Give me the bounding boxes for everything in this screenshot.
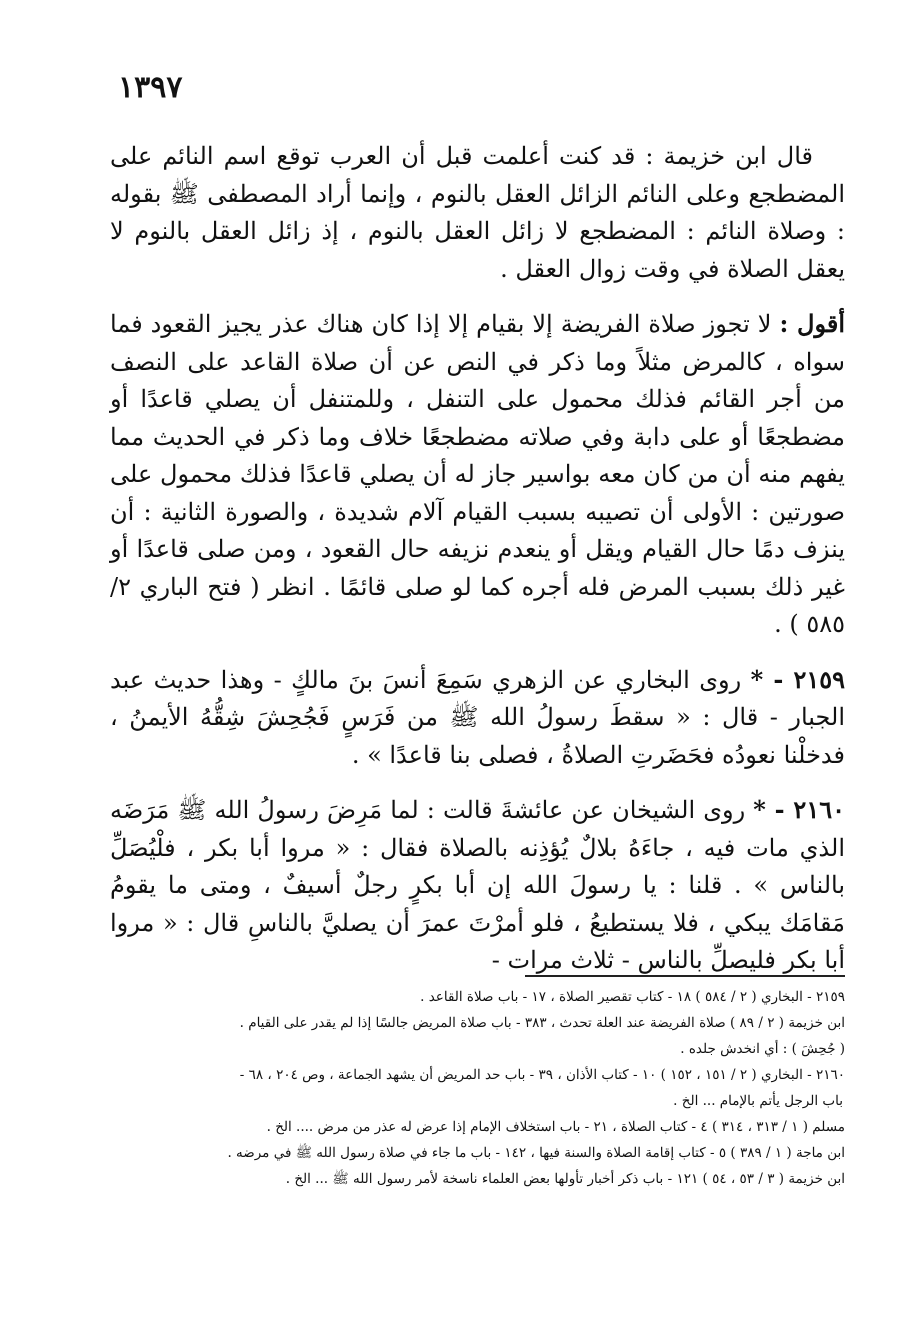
hadith-2160-text: روى الشيخان عن عائشةَ قالت : لما مَرِضَ رسولُ الله ﷺ مَرَضَه الذي مات فيه ، جاءَهُ بلالٌ يُؤذِنه بالصلاة فقال : « مروا أبا بكر ، فلْيُصَلِّ بالناس » . قلنا : يا رسولَ الله إن أبا بكرٍ رجلٌ أسيفٌ ، ومتى ما يقومُ مَقامَك يبكي ، فلا يستطيعُ ، فلو أمرْتَ عمرَ أن يصليَّ بالناسِ قال : « مروا أبا بكر فليصلِّ بالناس - ثلاث مرات - [110,796,845,974]
footnotes [106,987,845,1195]
footnote-line: ابن خزيمة ( ٣ / ٥٣ ، ٥٤ ) ١٢١ - باب ذكر أخبار تأولها بعض العلماء ناسخة لأمر رسول الله ﷺ ... الخ . [285,1171,845,1187]
footnote-line: ( جُحِشَ ) : أي انخدش جلده . [680,1041,845,1057]
hadith-2159-number: ٢١٥٩ - * [750,664,845,694]
commentary-lead: أقول : [779,309,845,338]
footnote-line: ابن خزيمة ( ٢ / ٨٩ ) صلاة الفريضة عند العلة تحدث ، ٣٨٣ - باب صلاة المريض جالسًا إذا لم يقدر على القيام . [239,1015,845,1031]
page-number: ١٣٩٧ [118,70,183,105]
footnote-line: باب الرجل يأتم بالإمام ... الخ . [673,1093,843,1109]
footnote-line: ٢١٦٠ - البخاري ( ٢ / ١٥١ ، ١٥٢ ) ١٠ - كتاب الأذان ، ٣٩ - باب حد المريض أن يشهد الجماعة ، وص ٢٠٤ ، ٦٨ - [239,1067,845,1083]
commentary-text: لا تجوز صلاة الفريضة إلا بقيام إلا إذا كان هناك عذر يجيز القعود فما سواه ، كالمرض مثلاً وما ذكر في النص عن أن صلاة القاعد على النصف من أجر القائم فذلك محمول على التنفل ، وللمتنفل أن يصلي قاعدًا أو مضطجعًا أو على دابة وفي صلاته مضطجعًا خلاف وما ذكر في الحديث مما يفهم منه أن من كان معه بواسير جاز له أن يصلي قاعدًا فذلك محمول على صورتين : الأولى أن تصيبه بسبب القيام آلام شديدة ، والصورة الثانية : أن ينزف دمًا حال القيام ويقل أو ينعدم نزيفه حال القعود ، ومن صلى قاعدًا أو غير ذلك بسبب المرض فله أجره كما لو صلى قائمًا . انظر ( فتح الباري ٢/ ٥٨٥ ) . [110,310,845,638]
footnote-line: ابن ماجة ( ١ / ٣٨٩ ) ٥ - كتاب إقامة الصلاة والسنة فيها ، ١٤٢ - باب ما جاء في صلاة رسول الله ﷺ في مرضه . [227,1145,845,1161]
footnote-divider [525,975,845,977]
hadith-2159-text: روى البخاري عن الزهري سَمِعَ أنسَ بنَ مالكٍ - وهذا حديث عبد الجبار - قال : « سقطَ رسولُ الله ﷺ من فَرَسٍ فَجُحِشَ شِقُّهُ الأيمنُ ، فدخلْنا نعودُه فحَضَرتِ الصلاةُ ، فصلى بنا قاعدًا » . [110,665,845,769]
hadith-2160-number: ٢١٦٠ - * [753,795,845,824]
footnote-line: ٢١٥٩ - البخاري ( ٢ / ٥٨٤ ) ١٨ - كتاب تقصير الصلاة ، ١٧ - باب صلاة القاعد . [420,989,845,1005]
paragraph-commentary [110,305,845,644]
main-text [110,138,845,997]
paragraph-ibn-khuzaymah: قال ابن خزيمة : قد كنت أعلمت قبل أن العرب توقع اسم النائم على المضطجع وعلى النائم الزائل العقل بالنوم ، وإنما أراد المصطفى ﷺ بقوله : وصلاة النائم : المضطجع لا زائل العقل بالنوم ، إذ زائل العقل بالنوم لا يعقل الصلاة في وقت زوال العقل . [110,142,845,283]
hadith-2160 [110,791,845,980]
hadith-2159 [110,661,845,775]
footnote-line: مسلم ( ١ / ٣١٣ ، ٣١٤ ) ٤ - كتاب الصلاة ، ٢١ - باب استخلاف الإمام إذا عرض له عذر من مرض .... الخ . [266,1119,845,1135]
